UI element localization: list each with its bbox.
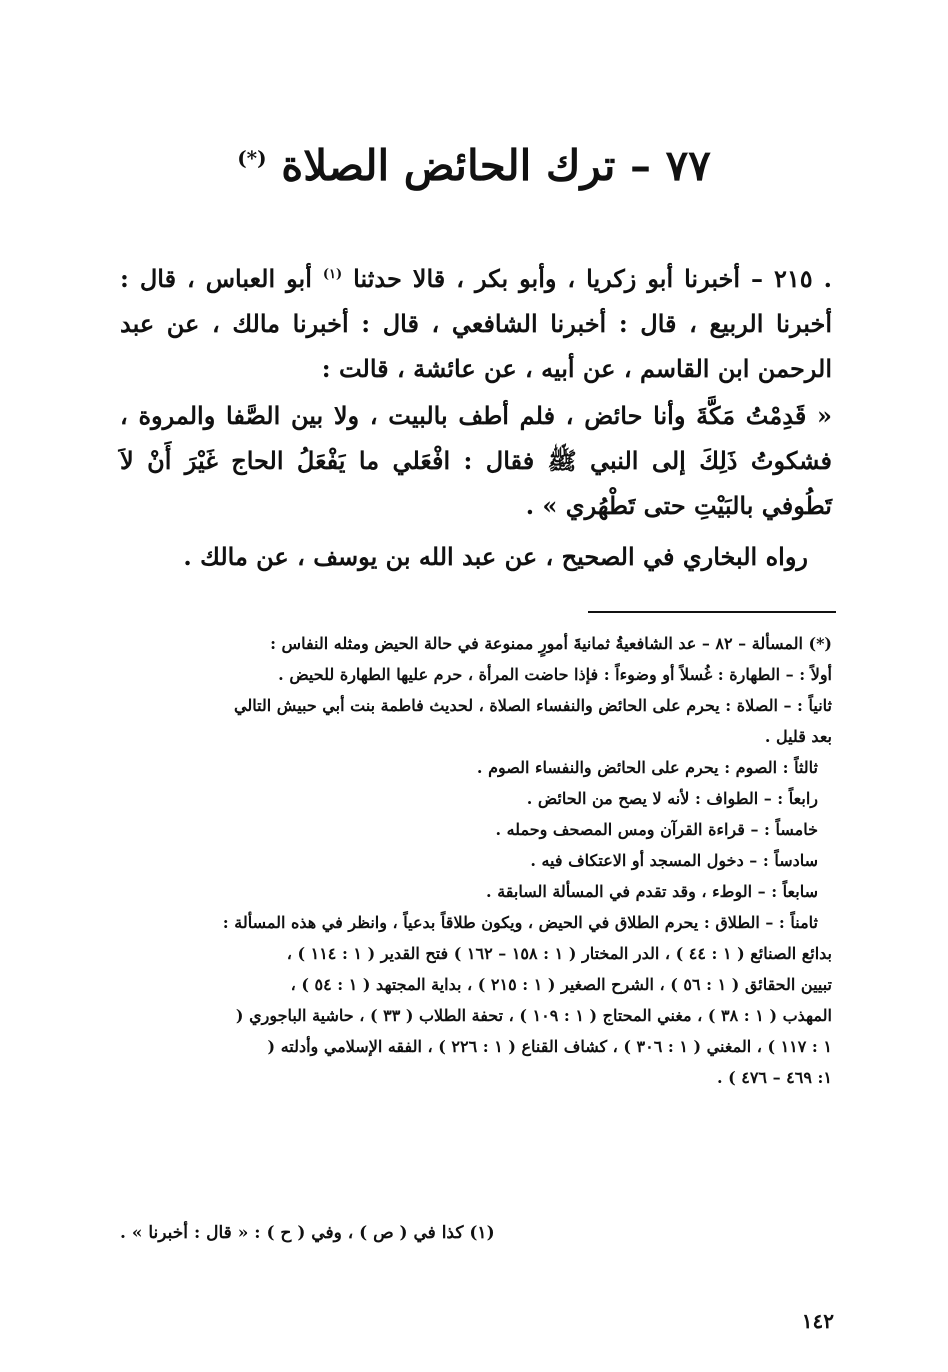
footnote-separator	[588, 611, 836, 613]
note-item: سادساً : – دخول المسجد أو الاعتكاف فيه .	[530, 851, 818, 870]
chapter-footnote-marker: (*)	[237, 146, 267, 170]
note-item: سابعاً : – الوطء ، وقد تقدم في المسألة السابقة .	[486, 882, 818, 901]
chapter-title	[150, 128, 798, 196]
isnad-rest: أبو العباس ، قال : أخبرنا الربيع ، قال : أخبرنا الشافعي ، قال : أخبرنا مالك ، عن عبد الرحمن ابن القاسم ، عن أبيه ، عن عائشة ، قالت :	[120, 264, 832, 383]
reference-line: المهذب ( ١ : ٣٨ ) ، مغني المحتاج ( ١ : ١٠٩ ) ، تحفة الطلاب ( ٣٣ ) ، حاشية الباجوري (	[235, 1006, 832, 1025]
hadith-source: رواه البخاري في الصحيح ، عن عبد الله بن يوسف ، عن مالك .	[183, 542, 808, 571]
reference-line: تبيين الحقائق ( ١ : ٥٦ ) ، الشرح الصغير ( ١ : ٢١٥ ) ، بداية المجتهد ( ١ : ٥٤ ) ،	[290, 975, 832, 994]
note-item: أولاً : – الطهارة : غُسلاً أو وضوءاً : فإذا حاضت المرأة ، حرم عليها الطهارة للحيض .	[278, 665, 832, 684]
note-item: خامساً : – قراءة القرآن ومس المصحف وحمله .	[495, 820, 818, 839]
note-item-eighth: ثامناً : – الطلاق : يحرم الطلاق في الحيض ، ويكون طلاقاً بدعياً ، وانظر في هذه المسألة :	[222, 913, 818, 932]
footnote-ref[interactable]: (١)	[322, 267, 343, 282]
reference-line: ١ : ١١٧ ) ، المغني ( ١ : ٣٠٦ ) ، كشاف القناع ( ١ : ٢٢٦ ) ، الفقه الإسلامي وأدلته (	[267, 1037, 832, 1056]
chapter-number: ٧٧	[665, 141, 711, 190]
hadith-isnad	[120, 252, 832, 391]
note-item: رابعاً : – الطواف : لأنه لا يصح من الحائض .	[526, 789, 818, 808]
reference-line: ١: ٤٦٩ – ٤٧٦ ) .	[716, 1068, 832, 1087]
footnote	[120, 1218, 832, 1248]
references-list	[120, 938, 832, 1093]
notes-intro: (*) المسألة – ٨٢ – عد الشافعيةُ ثمانيةَ أمورٍ ممنوعة في حالة الحيض ومثله النفاس :	[270, 634, 832, 653]
chapter-dash: –	[615, 141, 652, 190]
note-item: ثالثاً : الصوم : يحرم على الحائض والنفساء الصوم .	[476, 758, 818, 777]
page-number: ١٤٢	[801, 1309, 834, 1333]
isnad-text: . ٢١٥ – أخبرنا أبو زكريا ، وأبو بكر ، قالا حدثنا	[353, 264, 833, 293]
note-item: ثانياً : – الصلاة : يحرم على الحائض والنفساء الصلاة ، لحديث فاطمة بنت أبي حبيش التالي	[233, 696, 832, 715]
note-item: بعد قليل .	[764, 727, 832, 746]
editor-notes	[120, 628, 832, 1093]
chapter-title-text: ترك الحائض الصلاة	[281, 141, 616, 190]
footnote-text: (١) كذا في ( ص ) ، وفي ( ح ) : « قال : أخبرنا » .	[120, 1223, 495, 1243]
hadith-matn: « قَدِمْتُ مَكَّةَ وأنا حائض ، فلم أطف بالبيت ، ولا بين الصَّفا والمروة ، فشكوتُ ذَلِكَ إلى النبي ﷺ فقال : افْعَلي ما يَفْعَلُ الحاج غَيْرَ أَنْ لاَ تَطُوفي بالبَيْتِ حتى تَطْهُري » .	[120, 401, 832, 520]
reference-line: بدائع الصنائع ( ١ : ٤٤ ) ، الدر المختار ( ١ : ١٥٨ – ١٦٢ ) فتح القدير ( ١ : ١١٤ ) ،	[286, 944, 832, 963]
hadith-body	[120, 252, 832, 579]
